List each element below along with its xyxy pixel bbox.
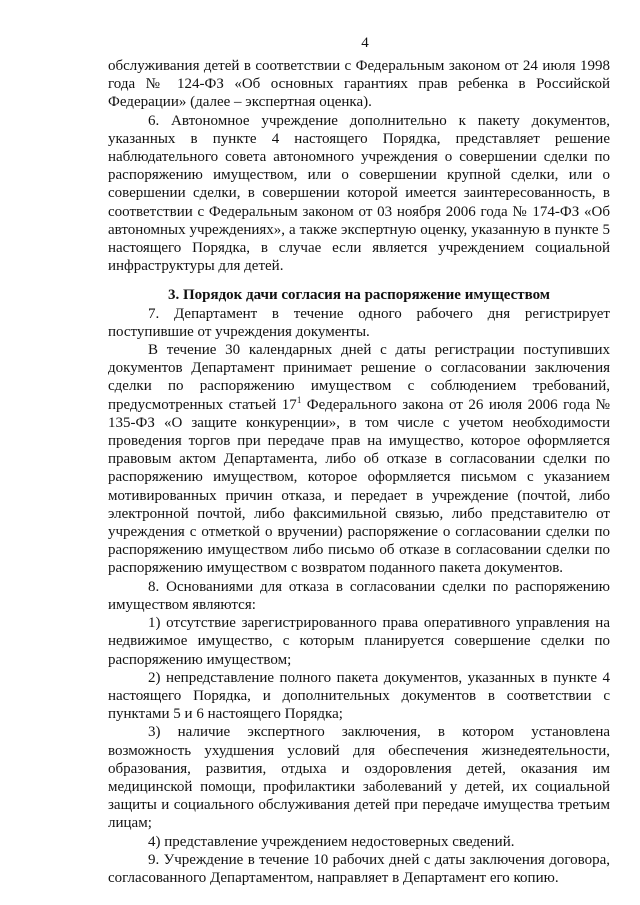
paragraph-7: 7. Департамент в течение одного рабочего дня регистрирует поступившие от учреждения документы. <box>108 305 610 340</box>
ground-3: 3) наличие экспертного заключения, в котором установлена возможность ухудшения условий для обеспечения жизнедеятельности, образования, развития, отдыха и оздоровления детей, оказания им медицинской помощи, профилактики заболеваний у детей, их социальной защиты и социального обслуживания детей при передаче имущества третьим лицам; <box>108 724 610 832</box>
paragraph-continuation: обслуживания детей в соответствии с Федеральным законом от 24 июля 1998 года № 124-ФЗ «Об основных гарантиях прав ребенка в Российской Федерации» (далее – экспертная оценка). <box>108 58 610 111</box>
paragraph-6: 6. Автономное учреждение дополнительно к пакету документов, указанных в пункте 4 настоящего Порядка, представляет решение наблюдательного совета автономного учреждения о совершении сделки по распоряжению имуществом, или о совершении крупной сделки, или о совершении сделки, в совершении которой имеется заинтересованность, в соответствии с Федеральным законом от 03 ноября 2006 года № 174-ФЗ «Об автономных учреждениях», а также экспертную оценку, указанную в пункте 5 настоящего Порядка, в случае если является учреждением социальной инфраструктуры для детей. <box>108 112 610 275</box>
ground-4: 4) представление учреждением недостоверных сведений. <box>148 833 515 850</box>
paragraph-8: 8. Основаниями для отказа в согласовании сделки по распоряжению имуществом являются: <box>108 578 610 613</box>
ground-1: 1) отсутствие зарегистрированного права оперативного управления на недвижимое имущество, с которым планируется совершение сделки по распоряжению имуществом; <box>108 615 610 668</box>
ground-2: 2) непредставление полного пакета документов, указанных в пункте 4 настоящего Порядка, и дополнительных документов в соответствии с пунктами 5 и 6 настоящего Порядка; <box>108 669 610 723</box>
article-superscript: 1 <box>296 394 302 405</box>
paragraph-9: 9. Учреждение в течение 10 рабочих дней с даты заключения договора, согласованного Департаментом, направляет в Департамент его копию. <box>108 851 610 886</box>
page-number: 4 <box>361 35 369 51</box>
paragraph-30-days-text-b: Федерального закона от 26 июля 2006 года № 135-ФЗ «О защите конкуренции», в том числе с учетом необходимости проведения торгов при передаче прав на имущество, которое оформляется правовым актом Департамента, либо об отказе в согласовании сделки по распоряжению имуществом, которое оформляется письмом с указанием мотивированных причин отказа, и передает в учреждение (почтой, либо электронной почтой, либо факсимильной связью, либо представителю от учреждения с отметкой о вручении) распоряжение о согласовании сделки по распоряжению имуществом либо письмо об отказе в согласовании сделки по распоряжению имуществом с возвратом поданного пакета документов. <box>108 396 610 577</box>
section-heading: 3. Порядок дачи согласия на распоряжение имуществом <box>167 287 551 304</box>
paragraph-30-days-text-a: В течение 30 календарных дней с даты регистрации поступивших документов Департамент принимает решение о согласовании заключения сделки по распоряжению имуществом с соблюдением требований, предусмотренных статьей 17 <box>108 342 610 413</box>
paragraph-30-days <box>108 341 610 578</box>
